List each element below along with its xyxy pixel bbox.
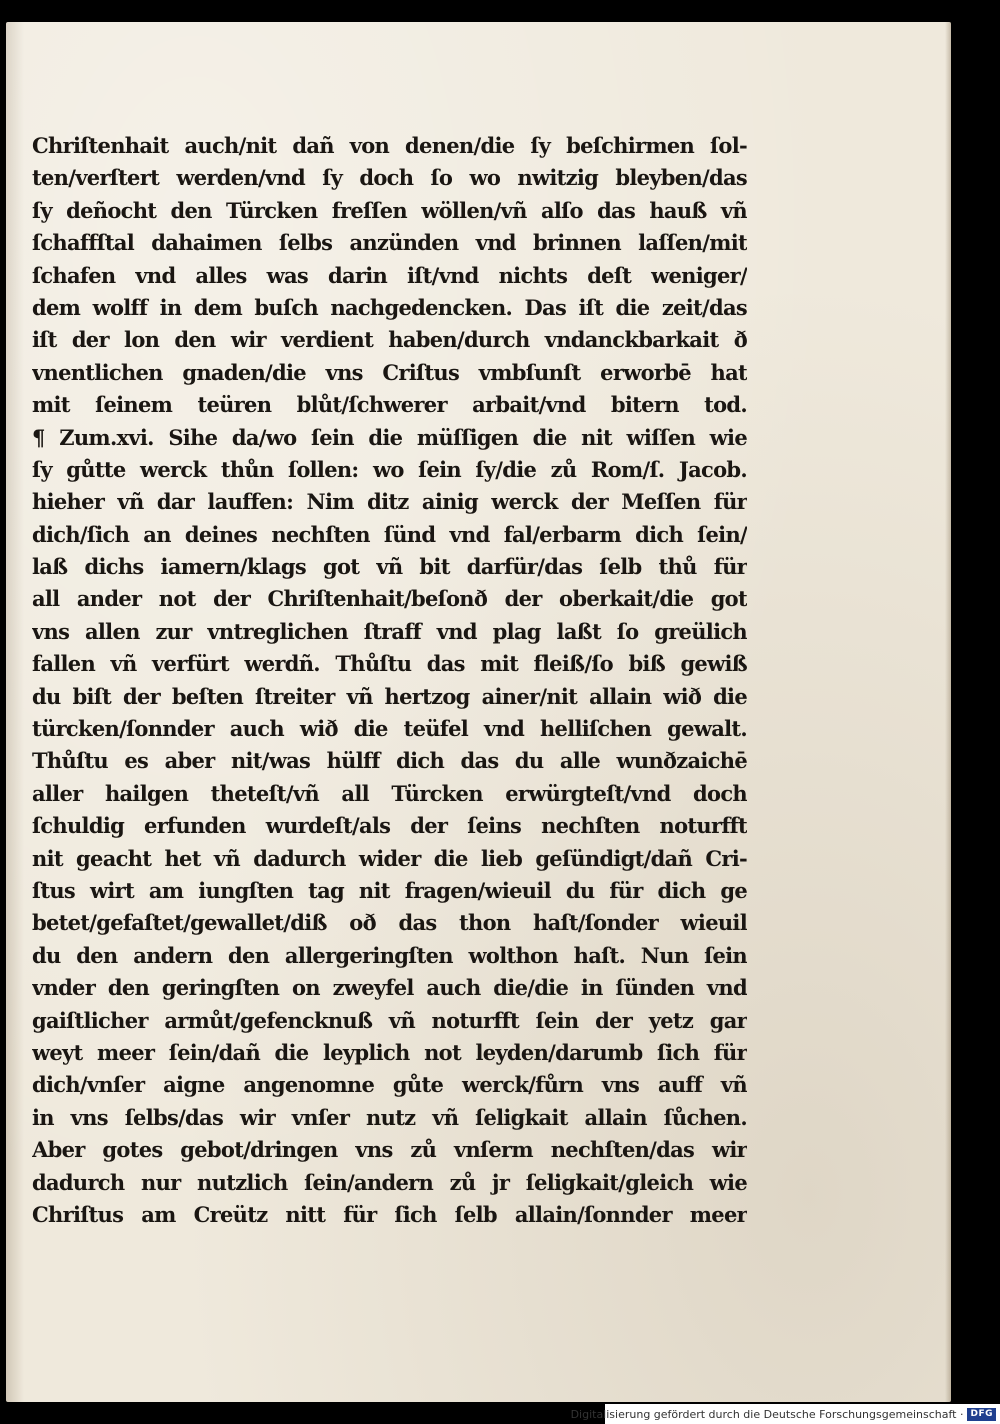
text-line: betet/gefaſtet/gewallet/diß oð das thon haſt/ſonder wieuil bbox=[32, 910, 747, 936]
page-edge-shadow bbox=[945, 22, 951, 1402]
text-line: ſchaffſtal dahaimen ſelbs anzünden vnd brinnen laſſen/mit bbox=[32, 230, 747, 256]
blackletter-text-block bbox=[32, 130, 747, 1231]
text-line: dich/ſich an deines nechſten ſünd vnd fal/erbarm dich ſein/ bbox=[32, 521, 747, 547]
text-line: hieher vñ dar lauffen: Nim ditz ainig werck der Meſſen für bbox=[32, 489, 747, 515]
text-line: ſtus wirt am iungſten tag nit fragen/wieuil du für dich ge bbox=[32, 877, 747, 903]
text-line: ſy gůtte werck thůn ſollen: wo ſein ſy/die zů Rom/ſ. Jacob. bbox=[32, 456, 747, 482]
text-line: gaiſtlicher armůt/gefencknuß vñ noturfft ſein der yetz gar bbox=[32, 1007, 747, 1033]
text-line: iſt der lon den wir verdient haben/durch vndanckbarkait ð bbox=[32, 327, 747, 353]
book-page bbox=[6, 22, 951, 1402]
text-line: all ander not der Chriſtenhait/beſonð der oberkait/die got bbox=[32, 586, 747, 612]
text-line: ſchuldig erfunden wurdeſt/als der ſeins nechſten noturfft bbox=[32, 813, 747, 839]
text-line: in vns ſelbs/das wir vnſer nutz vñ ſeligkait allain ſůchen. bbox=[32, 1104, 747, 1130]
text-line: ¶ Zum.xvi. Sihe da/wo ſein die müſſigen die nit wiſſen wie bbox=[32, 424, 747, 450]
text-line: Chriſtus am Creütz nitt für ſich ſelb allain/ſonnder meer bbox=[32, 1201, 747, 1227]
text-line: weyt meer ſein/dañ die leyplich not leyden/darumb ſich für bbox=[32, 1039, 747, 1065]
text-line: fallen vñ verfürt werdñ. Thůſtu das mit fleiß/ſo biß gewiß bbox=[32, 651, 747, 677]
text-line: ſy deñocht den Türcken freſſen wöllen/vñ alſo das hauß vñ bbox=[32, 197, 747, 223]
dfg-logo-icon: DFG bbox=[967, 1408, 996, 1421]
text-line: laß dichs iamern/klags got vñ bit darfür/das ſelb thů für bbox=[32, 554, 747, 580]
text-line: dem wolff in dem buſch nachgedencken. Das iſt die zeit/das bbox=[32, 294, 747, 320]
text-line: dadurch nur nutzlich ſein/andern zů jr ſeligkait/gleich wie bbox=[32, 1169, 747, 1195]
text-line: dich/vnſer aigne angenomne gůte werck/fůrn vns auff vñ bbox=[32, 1072, 747, 1098]
text-line: ſchafen vnd alles was darin iſt/vnd nichts deſt weniger/ bbox=[32, 262, 747, 288]
text-line: mit ſeinem teüren blůt/ſchwerer arbait/vnd bitern tod. bbox=[32, 392, 747, 418]
text-line: du den andern den allergeringſten wolthon haſt. Nun ſein bbox=[32, 942, 747, 968]
text-line: türcken/ſonnder auch wið die teüfel vnd helliſchen gewalt. bbox=[32, 716, 747, 742]
text-line: ten/verſtert werden/vnd ſy doch ſo wo nwitzig bleyben/das bbox=[32, 165, 747, 191]
text-line: vns allen zur vntreglichen ſtraff vnd plag laßt ſo greülich bbox=[32, 618, 747, 644]
text-line: Aber gotes gebot/dringen vns zů vnſerm nechſten/das wir bbox=[32, 1137, 747, 1163]
text-line: aller hailgen theteſt/vñ all Türcken erwürgteſt/vnd doch bbox=[32, 780, 747, 806]
text-line: vnder den geringſten on zweyfel auch die/die in ſünden vnd bbox=[32, 975, 747, 1001]
text-line: vnentlichen gnaden/die vns Criſtus vmbſunſt erworbē hat bbox=[32, 359, 747, 385]
text-line: Thůſtu es aber nit/was hülff dich das du alle wunðzaichē bbox=[32, 748, 747, 774]
digitization-credit-banner bbox=[570, 1404, 1000, 1424]
funding-credit-text: Digitalisierung gefördert durch die Deutsche Forschungsgemeinschaft · bbox=[570, 1407, 964, 1421]
text-line: Chriſtenhait auch/nit dañ von denen/die ſy beſchirmen ſol- bbox=[32, 133, 747, 158]
text-line: nit geacht het vñ dadurch wider die lieb geſündigt/dañ Cri- bbox=[32, 845, 747, 871]
text-line: du biſt der beſten ſtreiter vñ hertzog ainer/nit allain wið die bbox=[32, 683, 747, 709]
